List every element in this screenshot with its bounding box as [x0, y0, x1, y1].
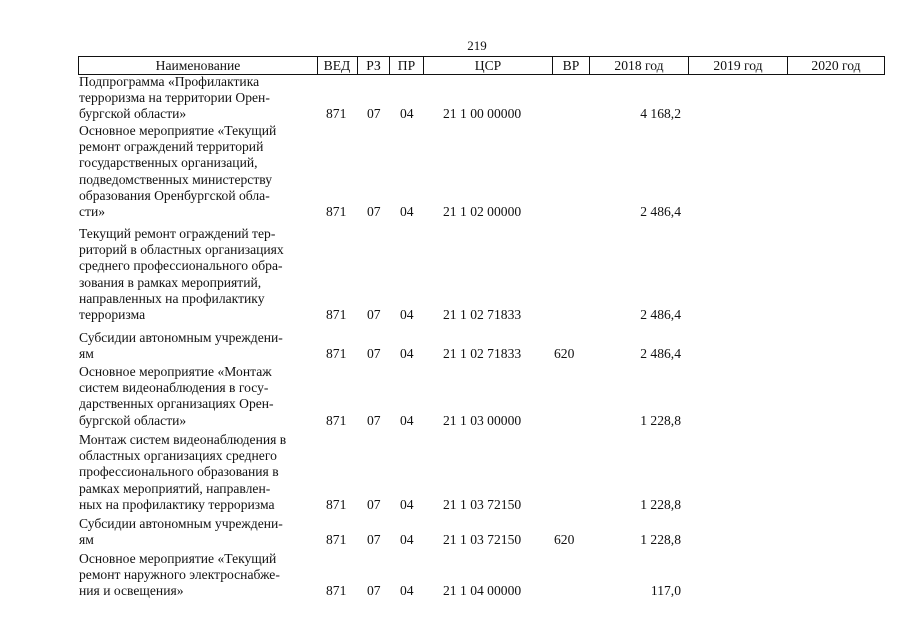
- row-name: Основное мероприятие «Текущий ремонт наружного электроснабже- ния и освещения»: [79, 551, 280, 599]
- header-pr: ПР: [390, 56, 424, 75]
- row-ved: 871: [326, 346, 347, 362]
- row-pr: 04: [400, 346, 414, 362]
- row-2018: 1 228,8: [640, 496, 681, 512]
- row-vr: 620: [554, 532, 575, 548]
- row-2018: 1 228,8: [640, 412, 681, 428]
- row-csr: 21 1 03 00000: [443, 412, 522, 428]
- header-ved: ВЕД: [317, 56, 358, 75]
- row-rz: 07: [367, 532, 381, 548]
- row-name: Основное мероприятие «Монтаж систем видеонаблюдения в госу- дарственных организациях Орен- бургской области»: [79, 364, 274, 428]
- header-name: Наименование: [78, 56, 318, 75]
- row-csr: 21 1 04 00000: [443, 583, 522, 599]
- row-ved: 871: [326, 496, 347, 512]
- row-ved: 871: [326, 106, 347, 122]
- row-rz: 07: [367, 346, 381, 362]
- row-csr: 21 1 02 71833: [443, 346, 522, 362]
- row-rz: 07: [367, 583, 381, 599]
- row-csr: 21 1 00 00000: [443, 106, 522, 122]
- row-csr: 21 1 03 72150: [443, 532, 522, 548]
- row-2018: 1 228,8: [640, 532, 681, 548]
- row-ved: 871: [326, 307, 347, 322]
- row-name: Субсидии автономным учреждени- ям: [79, 330, 283, 362]
- header-2020: 2020 год: [788, 56, 885, 75]
- row-rz: 07: [367, 412, 381, 428]
- row-pr: 04: [400, 106, 414, 122]
- row-rz: 07: [367, 204, 381, 219]
- row-ved: 871: [326, 412, 347, 428]
- header-2019: 2019 год: [689, 56, 788, 75]
- page-number: 219: [467, 38, 487, 53]
- header-rz: РЗ: [358, 56, 390, 75]
- row-csr: 21 1 03 72150: [443, 496, 522, 512]
- header-csr: ЦСР: [424, 56, 553, 75]
- row-pr: 04: [400, 532, 414, 548]
- row-ved: 871: [326, 583, 347, 599]
- row-csr: 21 1 02 71833: [443, 307, 522, 322]
- row-name: Субсидии автономным учреждени- ям: [79, 516, 283, 548]
- row-name: Текущий ремонт ограждений тер- риторий в областных организациях среднего профессионального обра- зования в рамках мероприятий, направленных на профилактику терроризма: [79, 226, 284, 323]
- row-rz: 07: [367, 106, 381, 122]
- row-2018: 2 486,4: [640, 204, 681, 219]
- row-name: Монтаж систем видеонаблюдения в областных организациях среднего профессионального образования в рамках мероприятий, направлен- ных на профилактику терроризма: [79, 432, 287, 512]
- row-pr: 04: [400, 496, 414, 512]
- row-name: Подпрограмма «Профилактика терроризма на территории Орен- бургской области»: [79, 74, 270, 122]
- row-vr: 620: [554, 346, 575, 362]
- row-csr: 21 1 02 00000: [443, 204, 522, 219]
- row-ved: 871: [326, 204, 347, 219]
- row-pr: 04: [400, 204, 414, 219]
- row-rz: 07: [367, 307, 381, 322]
- row-name: Основное мероприятие «Текущий ремонт ограждений территорий государственных организаций, подведомственных министерству образования Оренбургской обла- сти»: [79, 123, 277, 220]
- row-2018: 2 486,4: [640, 307, 681, 322]
- row-2018: 117,0: [650, 583, 681, 599]
- row-ved: 871: [326, 532, 347, 548]
- header-2018: 2018 год: [590, 56, 689, 75]
- row-2018: 2 486,4: [640, 346, 681, 362]
- row-pr: 04: [400, 307, 414, 322]
- header-vr: ВР: [553, 56, 590, 75]
- row-2018: 4 168,2: [640, 106, 681, 122]
- row-rz: 07: [367, 496, 381, 512]
- row-pr: 04: [400, 412, 414, 428]
- row-pr: 04: [400, 583, 414, 599]
